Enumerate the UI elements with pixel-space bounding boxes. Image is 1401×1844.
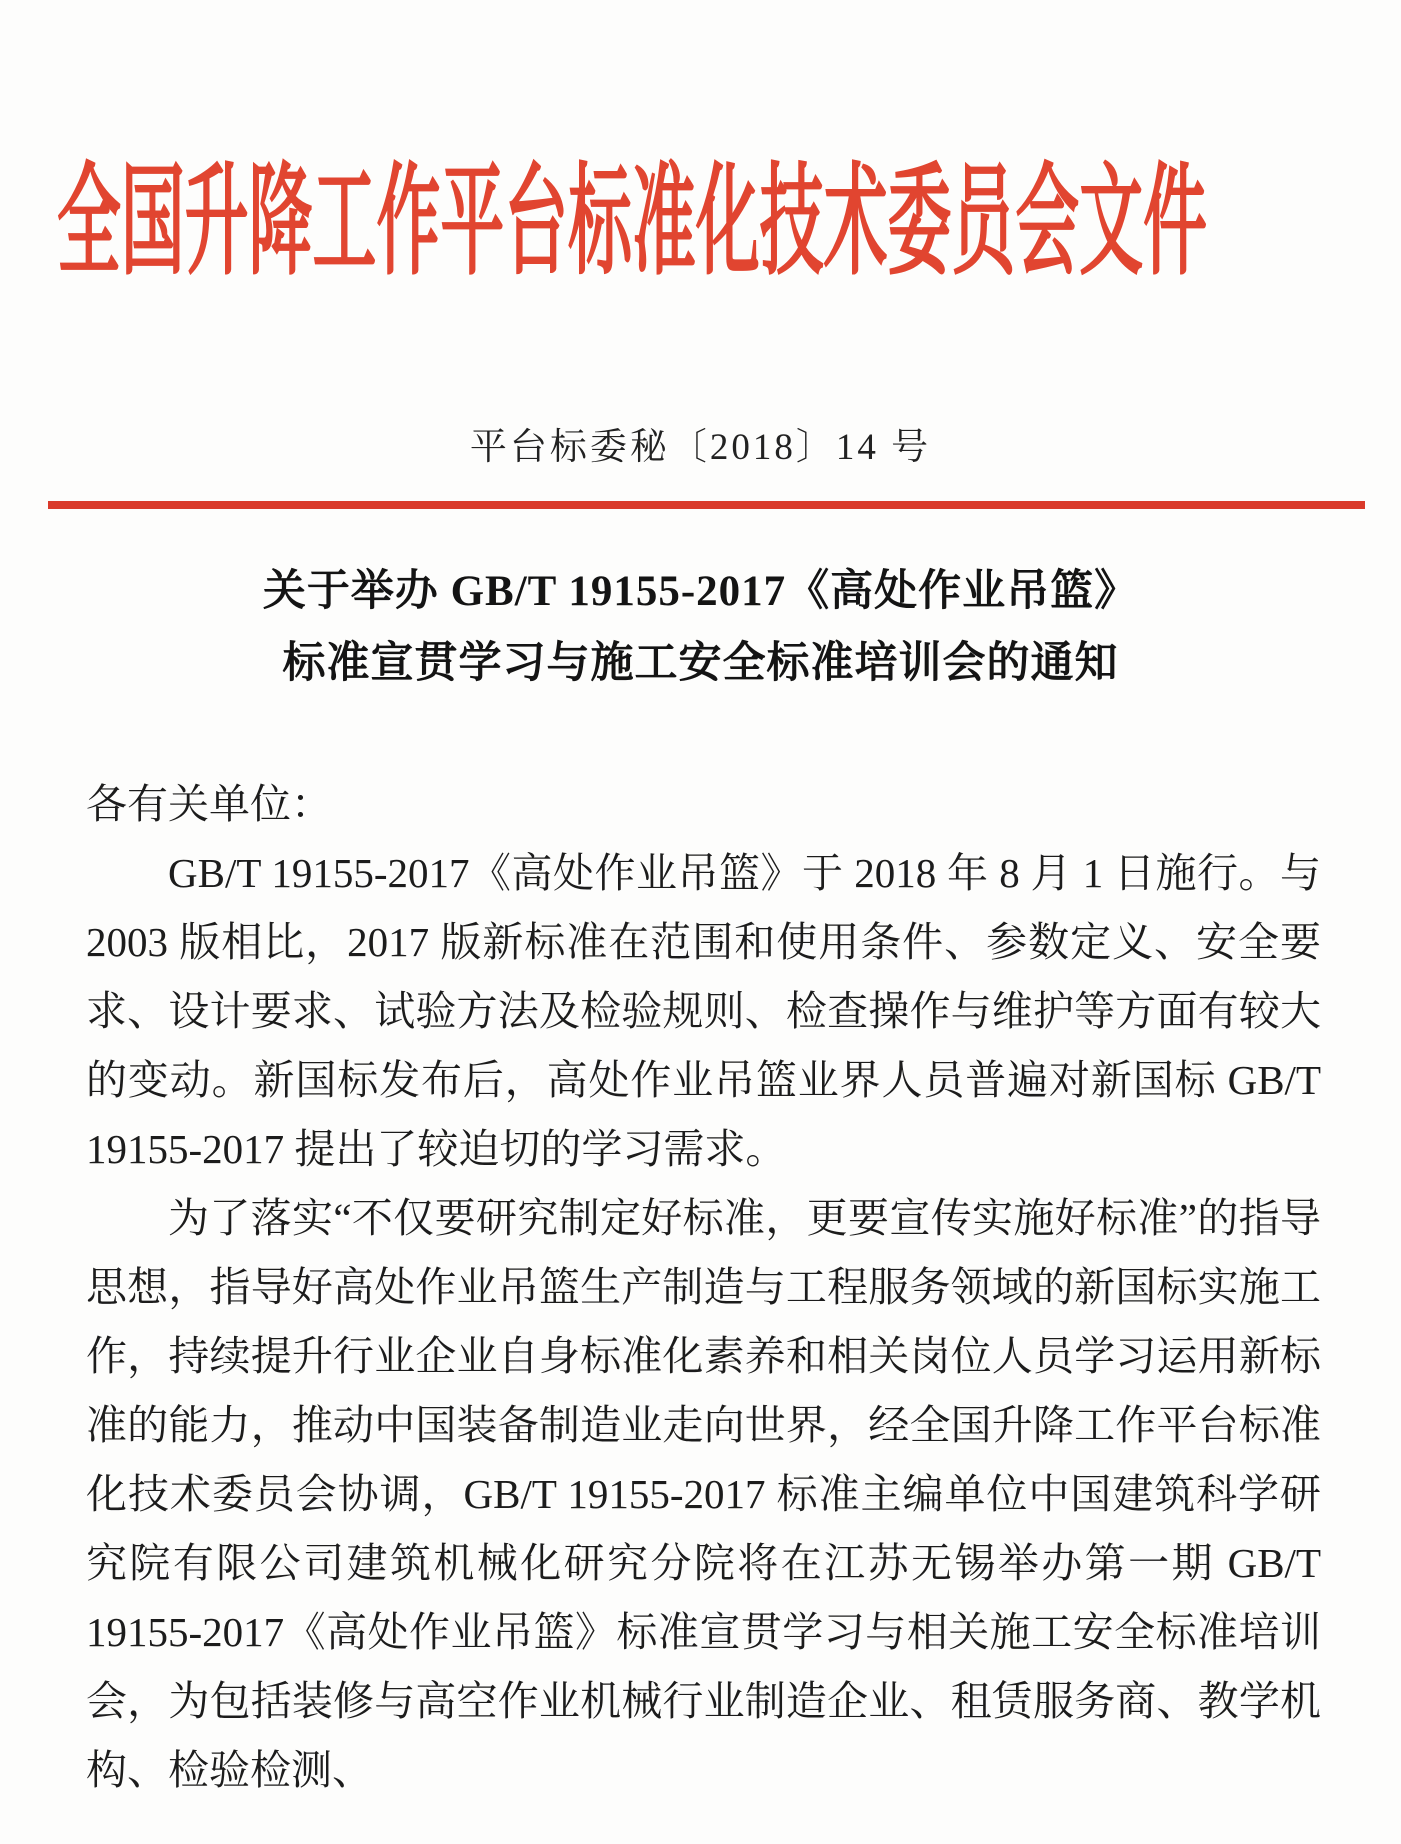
body-paragraph-1: GB/T 19155-2017《高处作业吊篮》于 2018 年 8 月 1 日施行。与 2003 版相比，2017 版新标准在范围和使用条件、参数定义、安全要求、设计要求、试验方法及检验规则、检查操作与维护等方面有较大的变动。新国标发布后，高处作业吊篮业界人员普遍对新国标 GB/T 19155-2017 提出了较迫切的学习需求。 bbox=[86, 850, 1321, 1172]
document-number: 平台标委秘〔2018〕14 号 bbox=[469, 427, 932, 468]
salutation: 各有关单位： bbox=[86, 781, 332, 827]
document-body bbox=[86, 770, 1321, 1805]
red-divider-line bbox=[48, 501, 1365, 509]
body-paragraph-2: 为了落实“不仅要研究制定好标准，更要宣传实施好标准”的指导思想，指导好高处作业吊篮生产制造与工程服务领域的新国标实施工作，持续提升行业企业自身标准化素养和相关岗位人员学习运用新标准的能力，推动中国装备制造业走向世界，经全国升降工作平台标准化技术委员会协调，GB/T 19155-2017 标准主编单位中国建筑科学研究院有限公司建筑机械化研究分院将在江苏无锡举办第一期 GB/T 19155-2017《高处作业吊篮》标准宣贯学习与相关施工安全标准培训会，为包括装修与高空作业机械行业制造企业、租赁服务商、教学机构、检验检测、 bbox=[86, 1195, 1321, 1793]
agency-header-text: 全国升降工作平台标准化技术委员会文件 bbox=[57, 156, 1207, 290]
document-title bbox=[0, 556, 1401, 700]
document-title-line-2: 标准宣贯学习与施工安全标准培训会的通知 bbox=[282, 640, 1119, 687]
document-title-line-1: 关于举办 GB/T 19155-2017《高处作业吊篮》 bbox=[262, 568, 1139, 615]
agency-header bbox=[57, 156, 1207, 298]
